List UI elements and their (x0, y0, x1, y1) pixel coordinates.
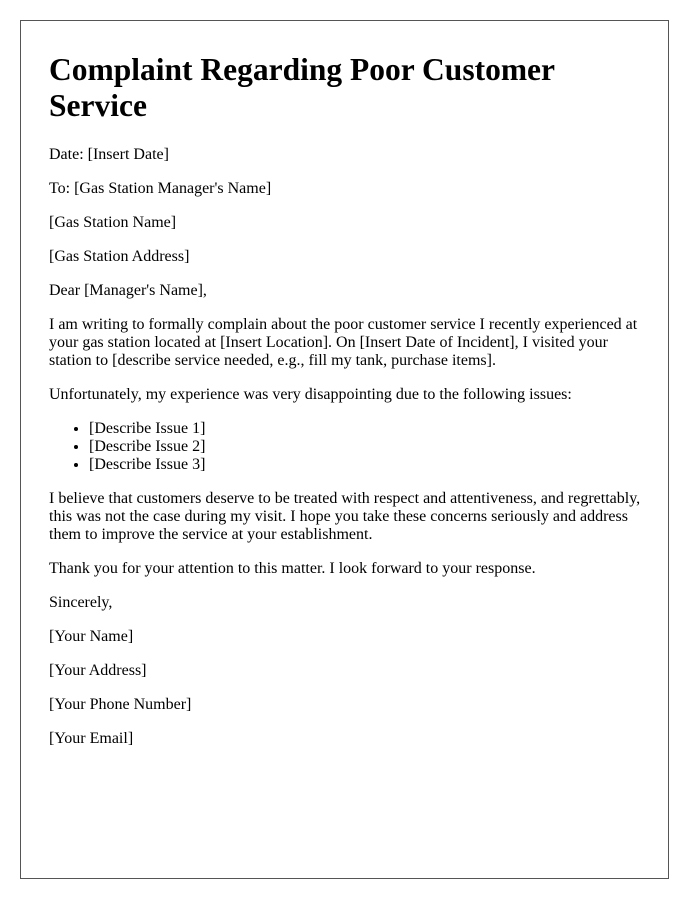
thanks-paragraph: Thank you for your attention to this matter. I look forward to your response. (49, 560, 536, 577)
recipient-line: To: [Gas Station Manager's Name] (49, 180, 272, 197)
issues-list (49, 420, 648, 474)
salutation: Dear [Manager's Name], (49, 282, 207, 299)
sender-phone: [Your Phone Number] (49, 696, 192, 713)
issues-lead-paragraph: Unfortunately, my experience was very disappointing due to the following issues: (49, 386, 572, 403)
date-line: Date: [Insert Date] (49, 146, 169, 163)
letter-title: Complaint Regarding Poor Customer Service (49, 52, 555, 123)
closing: Sincerely, (49, 594, 113, 611)
issue-item-1: • [Describe Issue 1] (89, 420, 648, 438)
sender-name: [Your Name] (49, 628, 134, 645)
letter-page (20, 20, 669, 879)
station-address: [Gas Station Address] (49, 248, 190, 265)
station-name: [Gas Station Name] (49, 214, 177, 231)
sender-address: [Your Address] (49, 662, 147, 679)
issue-item-2: • [Describe Issue 2] (89, 438, 648, 456)
sender-email: [Your Email] (49, 730, 134, 747)
belief-paragraph: I believe that customers deserve to be treated with respect and attentiveness, and regrettably, this was not the case during my visit. I hope you take these concerns seriously and address them to improve the service at your establishment. (49, 490, 641, 543)
issue-item-3: • [Describe Issue 3] (89, 456, 648, 474)
intro-paragraph: I am writing to formally complain about the poor customer service I recently experienced at your gas station located at [Insert Location]. On [Insert Date of Incident], I visited your station to [describe service needed, e.g., fill my tank, purchase items]. (49, 316, 638, 369)
